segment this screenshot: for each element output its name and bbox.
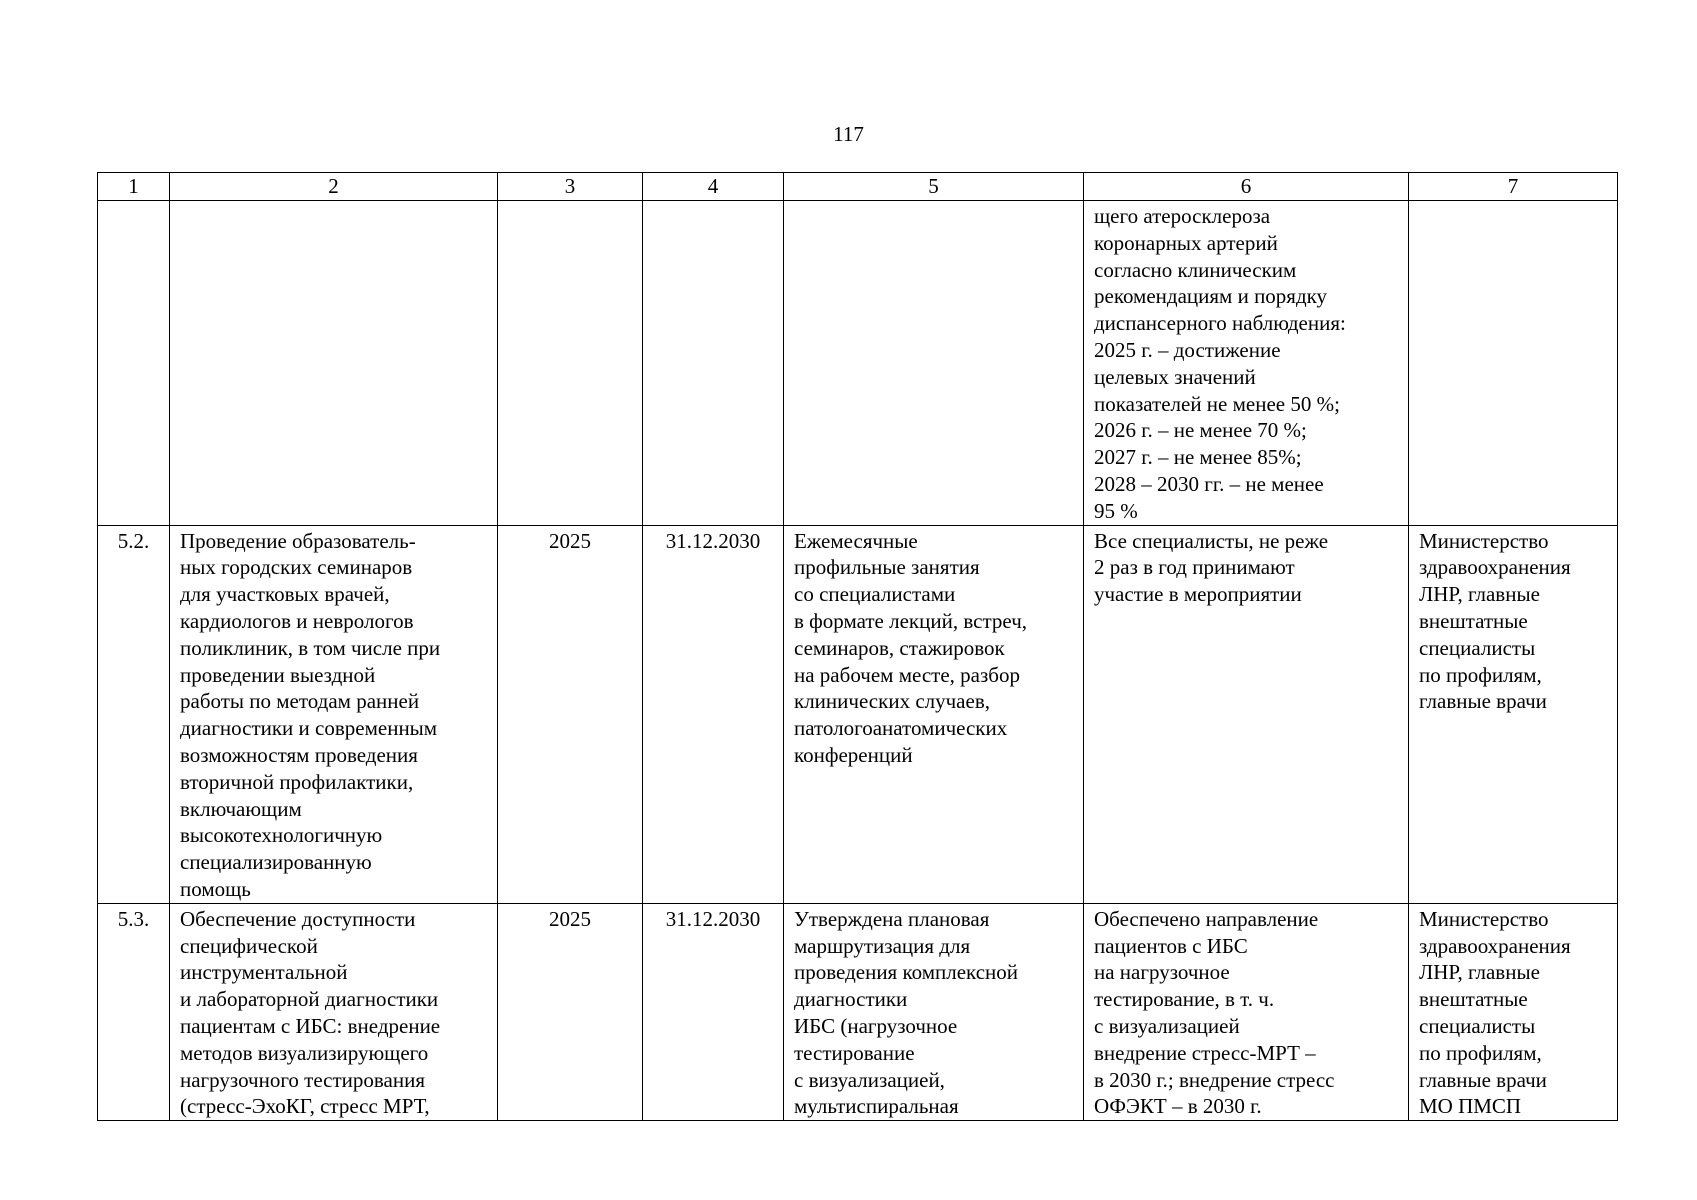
text-line: проведении выездной bbox=[180, 662, 376, 687]
header-cell: 4 bbox=[643, 173, 784, 201]
text-line: возможностям проведения bbox=[180, 742, 418, 767]
text-line: (стресс-ЭхоКГ, стресс МРТ, bbox=[180, 1094, 430, 1119]
header-cell: 1 bbox=[98, 173, 170, 201]
text-line: со специалистами bbox=[794, 582, 956, 607]
text-line: вторичной профилактики, bbox=[180, 769, 414, 794]
text-line: мультиспиральная bbox=[794, 1094, 959, 1119]
cell-start: 2025 bbox=[498, 525, 643, 903]
table-row bbox=[98, 525, 1618, 903]
cell-indicator bbox=[1084, 201, 1409, 526]
text-line: патологоанатомических bbox=[794, 716, 1008, 741]
text-line: тестирование, в т. ч. bbox=[1094, 987, 1275, 1012]
cell-result bbox=[784, 201, 1084, 526]
cell-start: 2025 bbox=[498, 903, 643, 1120]
text-line: поликлиник, в том числе при bbox=[180, 635, 441, 660]
text-line: включающим bbox=[180, 796, 302, 821]
text-line: диагностики и современным bbox=[180, 716, 438, 741]
text-line: с визуализацией bbox=[1094, 1013, 1240, 1038]
cell-result bbox=[784, 525, 1084, 903]
text-line: на рабочем месте, разбор bbox=[794, 662, 1020, 687]
header-row bbox=[98, 173, 1618, 201]
text-line: ОФЭКТ – в 2030 г. bbox=[1094, 1094, 1262, 1119]
text-line: нагрузочного тестирования bbox=[180, 1067, 426, 1092]
cell-result bbox=[784, 903, 1084, 1120]
text-line: работы по методам ранней bbox=[180, 689, 420, 714]
text-line: ных городских семинаров bbox=[180, 555, 413, 580]
text-line: Министерство bbox=[1419, 906, 1549, 931]
cell-num: 5.3. bbox=[98, 903, 170, 1120]
text-line: на нагрузочное bbox=[1094, 960, 1230, 985]
cell-responsible bbox=[1409, 201, 1618, 526]
table-row-continuation bbox=[98, 201, 1618, 526]
plan-table bbox=[97, 172, 1618, 1121]
text-line: и лабораторной диагностики bbox=[180, 987, 439, 1012]
text-line: МО ПМСП bbox=[1419, 1094, 1522, 1119]
text-line: ИБС (нагрузочное bbox=[794, 1013, 958, 1038]
text-line: Ежемесячные bbox=[794, 528, 918, 553]
header-cell: 7 bbox=[1409, 173, 1618, 201]
cell-measure bbox=[170, 201, 498, 526]
text-line: Обеспечено направление bbox=[1094, 906, 1319, 931]
cell-start bbox=[498, 201, 643, 526]
cell-end: 31.12.2030 bbox=[643, 903, 784, 1120]
table-row bbox=[98, 903, 1618, 1120]
text-line: 2025 г. – достижение bbox=[1094, 337, 1281, 362]
text-line: высокотехнологичную bbox=[180, 823, 383, 848]
text-line: внештатные bbox=[1419, 608, 1528, 633]
text-line: профильные занятия bbox=[794, 555, 980, 580]
text-line: 2026 г. – не менее 70 %; bbox=[1094, 418, 1307, 443]
text-line: главные врачи bbox=[1419, 689, 1547, 714]
text-line: 2028 – 2030 гг. – не менее bbox=[1094, 471, 1324, 496]
text-line: ЛНР, главные bbox=[1419, 960, 1540, 985]
cell-responsible bbox=[1409, 903, 1618, 1120]
text-line: диагностики bbox=[794, 987, 908, 1012]
text-line: конференций bbox=[794, 742, 913, 767]
page-number: 117 bbox=[833, 122, 864, 146]
header-cell: 3 bbox=[498, 173, 643, 201]
text-line: здравоохранения bbox=[1419, 933, 1571, 958]
text-line: для участковых врачей, bbox=[180, 582, 390, 607]
text-line: методов визуализирующего bbox=[180, 1040, 429, 1065]
text-line: Все специалисты, не реже bbox=[1094, 528, 1329, 553]
cell-indicator bbox=[1084, 525, 1409, 903]
text-line: семинаров, стажировок bbox=[794, 635, 1005, 660]
text-line: кардиологов и неврологов bbox=[180, 608, 414, 633]
text-line: целевых значений bbox=[1094, 364, 1256, 389]
text-line: в формате лекций, встреч, bbox=[794, 608, 1027, 633]
text-line: Обеспечение доступности bbox=[180, 906, 416, 931]
text-line: специалисты bbox=[1419, 635, 1536, 660]
text-line: в 2030 г.; внедрение стресс bbox=[1094, 1067, 1335, 1092]
cell-num bbox=[98, 201, 170, 526]
cell-end bbox=[643, 201, 784, 526]
cell-responsible bbox=[1409, 525, 1618, 903]
text-line: по профилям, bbox=[1419, 662, 1542, 687]
cell-measure bbox=[170, 525, 498, 903]
text-line: участие в мероприятии bbox=[1094, 582, 1302, 607]
text-line: клинических случаев, bbox=[794, 689, 990, 714]
text-line: главные врачи bbox=[1419, 1067, 1547, 1092]
header-cell: 2 bbox=[170, 173, 498, 201]
text-line: помощь bbox=[180, 876, 251, 901]
text-line: Проведение образователь- bbox=[180, 528, 416, 553]
cell-end: 31.12.2030 bbox=[643, 525, 784, 903]
text-line: пациентам с ИБС: внедрение bbox=[180, 1013, 441, 1038]
text-line: проведения комплексной bbox=[794, 960, 1019, 985]
text-line: маршрутизация для bbox=[794, 933, 971, 958]
text-line: специфической bbox=[180, 933, 318, 958]
cell-num: 5.2. bbox=[98, 525, 170, 903]
text-line: пациентов с ИБС bbox=[1094, 933, 1248, 958]
text-line: инструментальной bbox=[180, 960, 348, 985]
text-line: Утверждена плановая bbox=[794, 906, 990, 931]
text-line: рекомендациям и порядку bbox=[1094, 284, 1328, 309]
text-line: здравоохранения bbox=[1419, 555, 1571, 580]
text-line: по профилям, bbox=[1419, 1040, 1542, 1065]
text-line: внештатные bbox=[1419, 987, 1528, 1012]
text-line: внедрение стресс-МРТ – bbox=[1094, 1040, 1316, 1065]
text-line: с визуализацией, bbox=[794, 1067, 945, 1092]
text-line: показателей не менее 50 %; bbox=[1094, 391, 1340, 416]
text-line: 95 % bbox=[1094, 498, 1138, 523]
text-line: специализированную bbox=[180, 850, 372, 875]
text-line: диспансерного наблюдения: bbox=[1094, 311, 1346, 336]
cell-measure bbox=[170, 903, 498, 1120]
header-cell: 5 bbox=[784, 173, 1084, 201]
text-line: тестирование bbox=[794, 1040, 915, 1065]
text-line: щего атеросклероза bbox=[1094, 204, 1271, 228]
text-line: согласно клиническим bbox=[1094, 257, 1297, 282]
text-line: 2027 г. – не менее 85%; bbox=[1094, 445, 1302, 470]
text-line: специалисты bbox=[1419, 1013, 1536, 1038]
header-cell: 6 bbox=[1084, 173, 1409, 201]
text-line: 2 раз в год принимают bbox=[1094, 555, 1295, 580]
text-line: коронарных артерий bbox=[1094, 230, 1278, 255]
text-line: Министерство bbox=[1419, 528, 1549, 553]
cell-indicator bbox=[1084, 903, 1409, 1120]
text-line: ЛНР, главные bbox=[1419, 582, 1540, 607]
